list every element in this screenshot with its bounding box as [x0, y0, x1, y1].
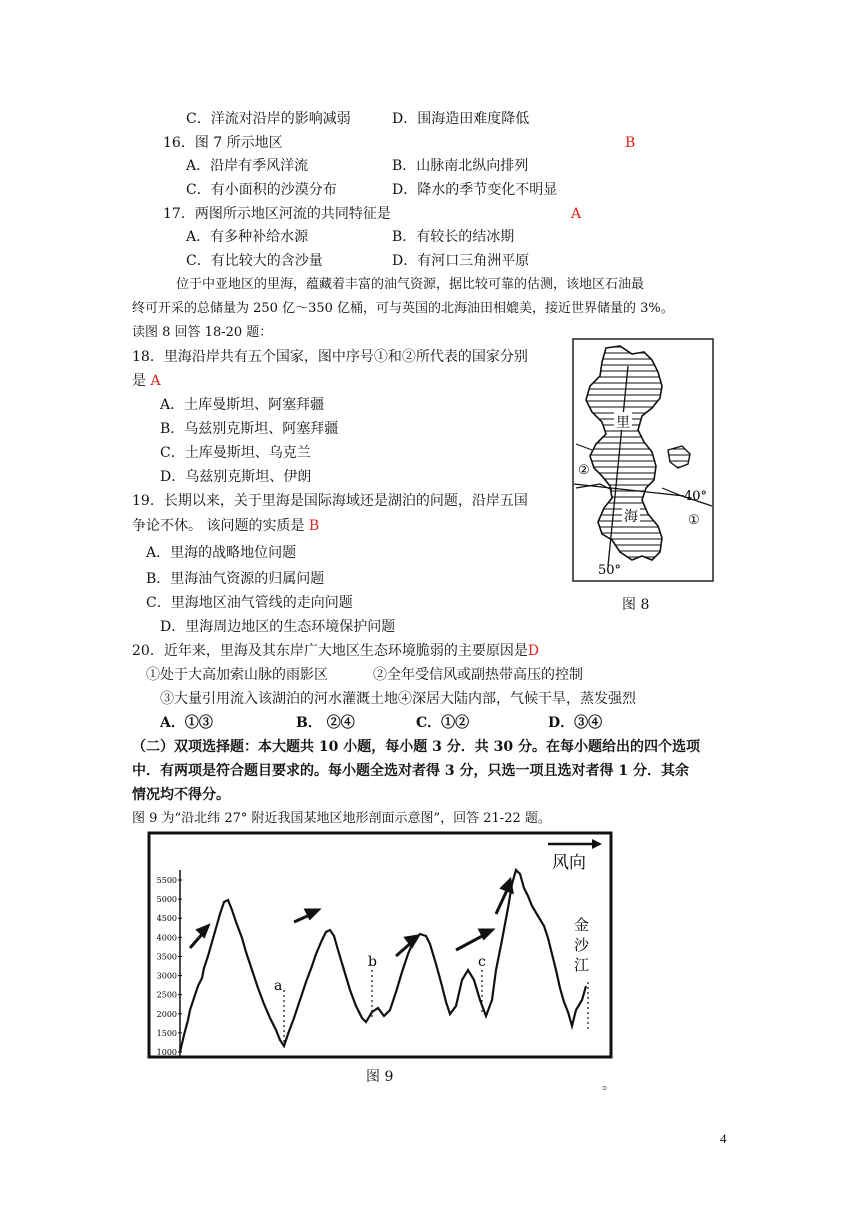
q17-option-c: C．有比较大的含沙量	[186, 253, 323, 269]
q17-option-d: D．有河口三角洲平原	[392, 253, 530, 269]
fig9-intro: 图 9 为“沿北纬 27° 附近我国某地区地形剖面示意图”，回答 21-22 题。	[132, 811, 551, 826]
q18-option-b: B．乌兹别克斯坦、阿塞拜疆	[160, 421, 339, 437]
figure-8-map	[572, 338, 714, 582]
fig9-caption: 图 9	[366, 1069, 394, 1085]
q19-answer: B	[308, 518, 320, 534]
fig8-label-2: ②	[578, 463, 590, 478]
q20-opt-3-4: ③大量引用流入该湖泊的河水灌溉土地④深居大陆内部，气候干旱，蒸发强烈	[160, 691, 636, 707]
fig8-label-1: ①	[688, 513, 700, 528]
fig8-label-li: 里	[616, 415, 630, 431]
trailing-mark: 。	[602, 1077, 616, 1093]
fig9-tick-label: 3500	[156, 952, 177, 962]
fig9-point-c: c	[478, 954, 486, 970]
q17-answer: A	[571, 206, 582, 222]
fig9-tick-label: 1000	[156, 1048, 177, 1057]
fig9-tick-label: 2000	[156, 1009, 177, 1019]
fig8-label-hai: 海	[624, 509, 638, 525]
figure-9-profile	[146, 830, 614, 1060]
q16-stem: 16．图 7 所示地区	[163, 135, 283, 151]
fig9-river-char-1: 金	[574, 916, 590, 934]
q20-stem: 20．近年来，里海及其东岸广大地区生态环境脆弱的主要原因是D	[132, 643, 540, 659]
fig9-river-char-2: 沙	[574, 936, 590, 954]
q15-option-d: D．围海造田难度降低	[392, 111, 530, 127]
q17-stem: 17．两图所示地区河流的共同特征是	[163, 206, 391, 222]
passage-line-3: 读图 8 回答 18-20 题：	[132, 325, 273, 340]
q16-option-a: A．沿岸有季风洋流	[186, 158, 309, 174]
q19-stem-2: 争论不休。 该问题的实质是 B	[132, 518, 320, 534]
q19-stem-1: 19．长期以来，关于里海是国际海域还是湖泊的问题，沿岸五国	[132, 493, 528, 509]
fig9-point-a: a	[274, 978, 283, 994]
passage-line-1: 位于中亚地区的里海，蕴藏着丰富的油气资源，据比较可靠的估测，该地区石油最	[176, 277, 645, 292]
fig8-caption: 图 8	[622, 597, 650, 613]
section2-line-2: 中．有两项是符合题目要求的。每小题全选对者得 3 分，只选一项且选对者得 1 分．其余	[132, 763, 689, 779]
q16-answer: B	[625, 135, 636, 151]
page-number: 4	[720, 1131, 727, 1146]
q20-choice-d: D．③④	[548, 715, 603, 731]
q20-choice-a: A．①③	[160, 715, 213, 731]
q19-option-a: A．里海的战略地位问题	[146, 545, 297, 561]
q16-option-b: B．山脉南北纵向排列	[392, 158, 529, 174]
q17-option-a: A．有多种补给水源	[186, 229, 309, 245]
section2-line-3: 情况均不得分。	[132, 787, 230, 803]
fig9-tick-label: 4500	[156, 914, 177, 924]
fig9-tick-label: 1500	[156, 1028, 177, 1038]
fig9-point-b: b	[368, 954, 377, 970]
fig9-tick-label: 5500	[156, 876, 177, 885]
section2-line-1: （二）双项选择题：本大题共 10 小题，每小题 3 分．共 30 分。在每小题给出的四个选项	[132, 739, 700, 755]
q18-option-d: D．乌兹别克斯坦、伊朗	[160, 469, 312, 485]
fig9-wind-label: 风向	[552, 853, 586, 873]
fig9-tick-label: 5000	[156, 895, 177, 905]
q19-option-d: D．里海周边地区的生态环境保护问题	[160, 619, 396, 635]
q16-option-c: C．有小面积的沙漠分布	[186, 182, 337, 198]
q19-option-b: B．里海油气资源的归属问题	[146, 571, 325, 587]
q18-stem-2: 是 A	[132, 373, 161, 389]
q19-option-c: C．里海地区油气管线的走向问题	[146, 595, 353, 611]
fig9-tick-label: 4000	[156, 933, 177, 943]
q18-stem-1: 18．里海沿岸共有五个国家，图中序号①和②所代表的国家分别	[132, 349, 528, 365]
q20-choice-c: C．①②	[416, 715, 470, 731]
q20-choice-b: B． ②④	[296, 715, 355, 731]
fig8-label-50: 50°	[598, 563, 622, 578]
q20-opt-2: ②全年受信风或副热带高压的控制	[373, 667, 583, 683]
passage-line-2: 终可开采的总储量为 250 亿～350 亿桶，可与英国的北海油田相媲美，接近世界储量的 3%。	[132, 301, 674, 316]
fig9-tick-label: 2500	[156, 990, 177, 1000]
q18-option-a: A．土库曼斯坦、阿塞拜疆	[160, 397, 325, 413]
q15-option-c: C．洋流对沿岸的影响减弱	[186, 111, 351, 127]
fig8-label-40: 40°	[684, 489, 708, 504]
q16-option-d: D．降水的季节变化不明显	[392, 182, 558, 198]
q18-option-c: C．土库曼斯坦、乌克兰	[160, 445, 311, 461]
fig9-tick-label: 3000	[156, 971, 177, 981]
q20-answer: D	[527, 643, 540, 659]
fig9-river-char-3: 江	[574, 956, 590, 974]
q18-answer: A	[150, 373, 161, 389]
q20-opt-1: ①处于大高加索山脉的雨影区	[146, 667, 328, 683]
q17-option-b: B．有较长的结冰期	[392, 229, 515, 245]
